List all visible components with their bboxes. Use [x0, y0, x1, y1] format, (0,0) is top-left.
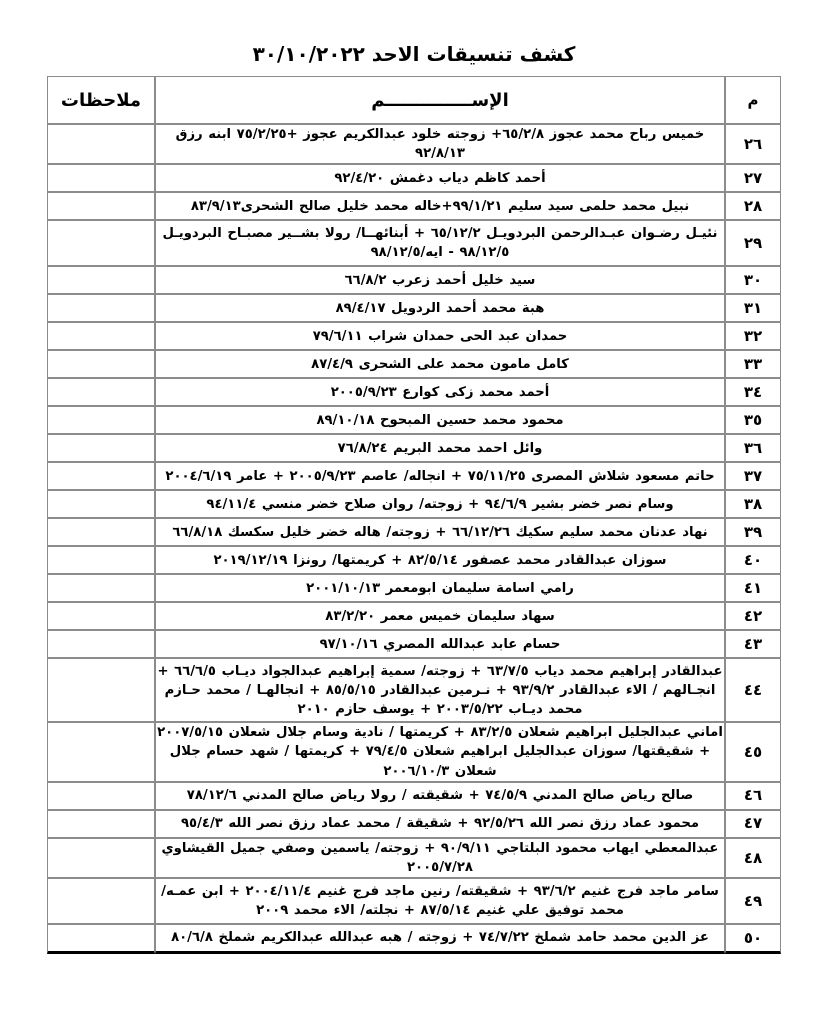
row-number-cell: ٤٣ — [725, 630, 781, 658]
row-notes-cell — [47, 192, 155, 220]
table-row — [47, 220, 781, 266]
row-notes-cell — [47, 434, 155, 462]
table-row — [47, 924, 781, 954]
row-number-cell: ٤٨ — [725, 838, 781, 878]
row-name-cell: خميس رباح محمد عجوز ٦٥/٢/٨+ زوجته خلود عبدالكريم عجوز +٧٥/٢/٢٥ ابنه رزق ٩٢/٨/١٣ — [155, 124, 725, 164]
row-notes-cell — [47, 658, 155, 722]
row-notes-cell — [47, 630, 155, 658]
table-row — [47, 490, 781, 518]
row-name-cell: سيد خليل أحمد زعرب ٦٦/٨/٢ — [155, 266, 725, 294]
column-header-name: الإســــــــــــــم — [155, 76, 725, 124]
table-row — [47, 350, 781, 378]
coordination-table — [47, 76, 781, 954]
row-number-cell: ٣٠ — [725, 266, 781, 294]
row-number-cell: ٤٠ — [725, 546, 781, 574]
row-notes-cell — [47, 350, 155, 378]
row-notes-cell — [47, 924, 155, 954]
table-header-row — [47, 76, 781, 124]
row-notes-cell — [47, 878, 155, 924]
row-notes-cell — [47, 838, 155, 878]
coordination-table-wrapper — [47, 76, 781, 954]
row-notes-cell — [47, 722, 155, 781]
table-row — [47, 630, 781, 658]
row-name-cell: حسام عابد عبدالله المصري ٩٧/١٠/١٦ — [155, 630, 725, 658]
row-number-cell: ٤٧ — [725, 810, 781, 838]
table-row — [47, 192, 781, 220]
row-name-cell: وائل احمد محمد البريم ٧٦/٨/٢٤ — [155, 434, 725, 462]
row-name-cell: رامي اسامة سليمان ابومعمر ٢٠٠١/١٠/١٣ — [155, 574, 725, 602]
table-row — [47, 838, 781, 878]
row-name-cell: حاتم مسعود شلاش المصرى ٧٥/١١/٢٥ + انجاله/ عاصم ٢٠٠٥/٩/٢٣ + عامر ٢٠٠٤/٦/١٩ — [155, 462, 725, 490]
row-notes-cell — [47, 322, 155, 350]
row-number-cell: ٢٩ — [725, 220, 781, 266]
column-header-notes: ملاحظات — [47, 76, 155, 124]
row-number-cell: ٣٥ — [725, 406, 781, 434]
row-number-cell: ٤٩ — [725, 878, 781, 924]
table-row — [47, 574, 781, 602]
row-name-cell: نبيل محمد حلمى سيد سليم ٩٩/١/٢١+خاله محمد خليل صالح الشحرى٨٣/٩/١٣ — [155, 192, 725, 220]
row-name-cell: سهاد سليمان خميس معمر ٨٣/٢/٢٠ — [155, 602, 725, 630]
row-name-cell: أحمد محمد زكى كوارع ٢٠٠٥/٩/٢٣ — [155, 378, 725, 406]
table-body — [47, 124, 781, 954]
table-row — [47, 434, 781, 462]
row-notes-cell — [47, 810, 155, 838]
row-notes-cell — [47, 220, 155, 266]
row-number-cell: ٤٤ — [725, 658, 781, 722]
row-notes-cell — [47, 546, 155, 574]
row-notes-cell — [47, 462, 155, 490]
row-name-cell: حمدان عبد الحى حمدان شراب ٧٩/٦/١١ — [155, 322, 725, 350]
table-row — [47, 546, 781, 574]
row-notes-cell — [47, 294, 155, 322]
row-name-cell: صالح رياض صالح المدني ٧٤/٥/٩ + شقيقته / رولا رياض صالح المدني ٧٨/١٢/٦ — [155, 782, 725, 810]
table-row — [47, 810, 781, 838]
row-name-cell: عز الدين محمد حامد شملخ ٧٤/٧/٢٢ + زوجته / هبه عبدالله عبدالكريم شملخ ٨٠/٦/٨ — [155, 924, 725, 954]
row-number-cell: ٤٥ — [725, 722, 781, 781]
row-name-cell: سامر ماجد فرج غنيم ٩٣/٦/٢ + شقيقته/ رنين ماجد فرج غنيم ٢٠٠٤/١١/٤ + ابن عمـه/ محمد توفيق علي غنيم ٨٧/٥/١٤ + نجلته/ الاء محمد ٢٠٠٩ — [155, 878, 725, 924]
row-number-cell: ٣٤ — [725, 378, 781, 406]
table-row — [47, 722, 781, 781]
table-row — [47, 294, 781, 322]
row-name-cell: محمود عماد رزق نصر الله ٩٢/٥/٢٦ + شقيقة / محمد عماد رزق نصر الله ٩٥/٤/٣ — [155, 810, 725, 838]
table-row — [47, 462, 781, 490]
table-row — [47, 878, 781, 924]
row-name-cell: نئيـل رضـوان عبـدالرحمن البردويـل ٦٥/١٢/٢ + أبنائهــا/ رولا بشــير مصبـاح البردويـل ٩٨/١٢/٥ - ايه/٩٨/١٢/٥ — [155, 220, 725, 266]
row-name-cell: وسام نصر خضر بشير ٩٤/٦/٩ + زوجته/ روان صلاح خضر منسي ٩٤/١١/٤ — [155, 490, 725, 518]
row-notes-cell — [47, 378, 155, 406]
row-number-cell: ٣٦ — [725, 434, 781, 462]
table-header — [47, 76, 781, 124]
row-number-cell: ٥٠ — [725, 924, 781, 954]
row-name-cell: عبدالقادر إبراهيم محمد دياب ٦٣/٧/٥ + زوجته/ سمية إبراهيم عبدالجواد ديـاب ٦٦/٦/٥ + انجـالهم / الاء عبدالقادر ٩٣/٩/٢ + نـرمين عبدالقادر ٨٥/٥/١٥ + انجالهـا / محمد حـازم محمد ديـاب ٢٠٠٣/٥/٢٢ + يوسف حازم ٢٠١٠ — [155, 658, 725, 722]
table-row — [47, 658, 781, 722]
row-name-cell: نهاد عدنان محمد سليم سكيك ٦٦/١٢/٢٦ + زوجته/ هاله خضر خليل سكسك ٦٦/٨/١٨ — [155, 518, 725, 546]
row-name-cell: سوزان عبدالقادر محمد عصفور ٨٢/٥/١٤ + كريمتها/ رونزا ٢٠١٩/١٢/١٩ — [155, 546, 725, 574]
row-name-cell: اماني عبدالجليل ابراهيم شعلان ٨٣/٢/٥ + كريمتها / نادية وسام جلال شعلان ٢٠٠٧/٥/١٥ + شقيقتها/ سوزان عبدالجليل ابراهيم شعلان ٧٩/٤/٥ + كريمتها / شهد حسام جلال شعلان ٢٠٠٦/١٠/٣ — [155, 722, 725, 781]
row-number-cell: ٢٨ — [725, 192, 781, 220]
table-row — [47, 518, 781, 546]
column-header-number: م — [725, 76, 781, 124]
row-number-cell: ٢٦ — [725, 124, 781, 164]
table-row — [47, 322, 781, 350]
row-number-cell: ٤١ — [725, 574, 781, 602]
row-number-cell: ٣٩ — [725, 518, 781, 546]
row-notes-cell — [47, 164, 155, 192]
row-name-cell: محمود محمد حسين المبحوح ٨٩/١٠/١٨ — [155, 406, 725, 434]
table-row — [47, 602, 781, 630]
table-row — [47, 378, 781, 406]
row-number-cell: ٣٣ — [725, 350, 781, 378]
table-row — [47, 406, 781, 434]
row-number-cell: ٣٢ — [725, 322, 781, 350]
row-notes-cell — [47, 124, 155, 164]
row-number-cell: ٣٧ — [725, 462, 781, 490]
row-notes-cell — [47, 782, 155, 810]
row-notes-cell — [47, 266, 155, 294]
row-name-cell: عبدالمعطي ايهاب محمود البلتاجي ٩٠/٩/١١ + زوجته/ ياسمين وصفي جميل القيشاوي ٢٠٠٥/٧/٢٨ — [155, 838, 725, 878]
row-notes-cell — [47, 406, 155, 434]
page-title: كشف تنسيقات الاحد ٣٠/١٠/٢٠٢٢ — [252, 42, 576, 66]
table-row — [47, 782, 781, 810]
row-number-cell: ٤٦ — [725, 782, 781, 810]
row-notes-cell — [47, 518, 155, 546]
row-number-cell: ٤٢ — [725, 602, 781, 630]
row-notes-cell — [47, 574, 155, 602]
row-number-cell: ٣٨ — [725, 490, 781, 518]
row-number-cell: ٢٧ — [725, 164, 781, 192]
table-row — [47, 266, 781, 294]
row-name-cell: هبة محمد أحمد الردويل ٨٩/٤/١٧ — [155, 294, 725, 322]
row-notes-cell — [47, 490, 155, 518]
row-number-cell: ٣١ — [725, 294, 781, 322]
row-name-cell: أحمد كاظم دياب دغمش ٩٢/٤/٢٠ — [155, 164, 725, 192]
row-name-cell: كامل مامون محمد على الشحرى ٨٧/٤/٩ — [155, 350, 725, 378]
row-notes-cell — [47, 602, 155, 630]
table-row — [47, 124, 781, 164]
table-row — [47, 164, 781, 192]
